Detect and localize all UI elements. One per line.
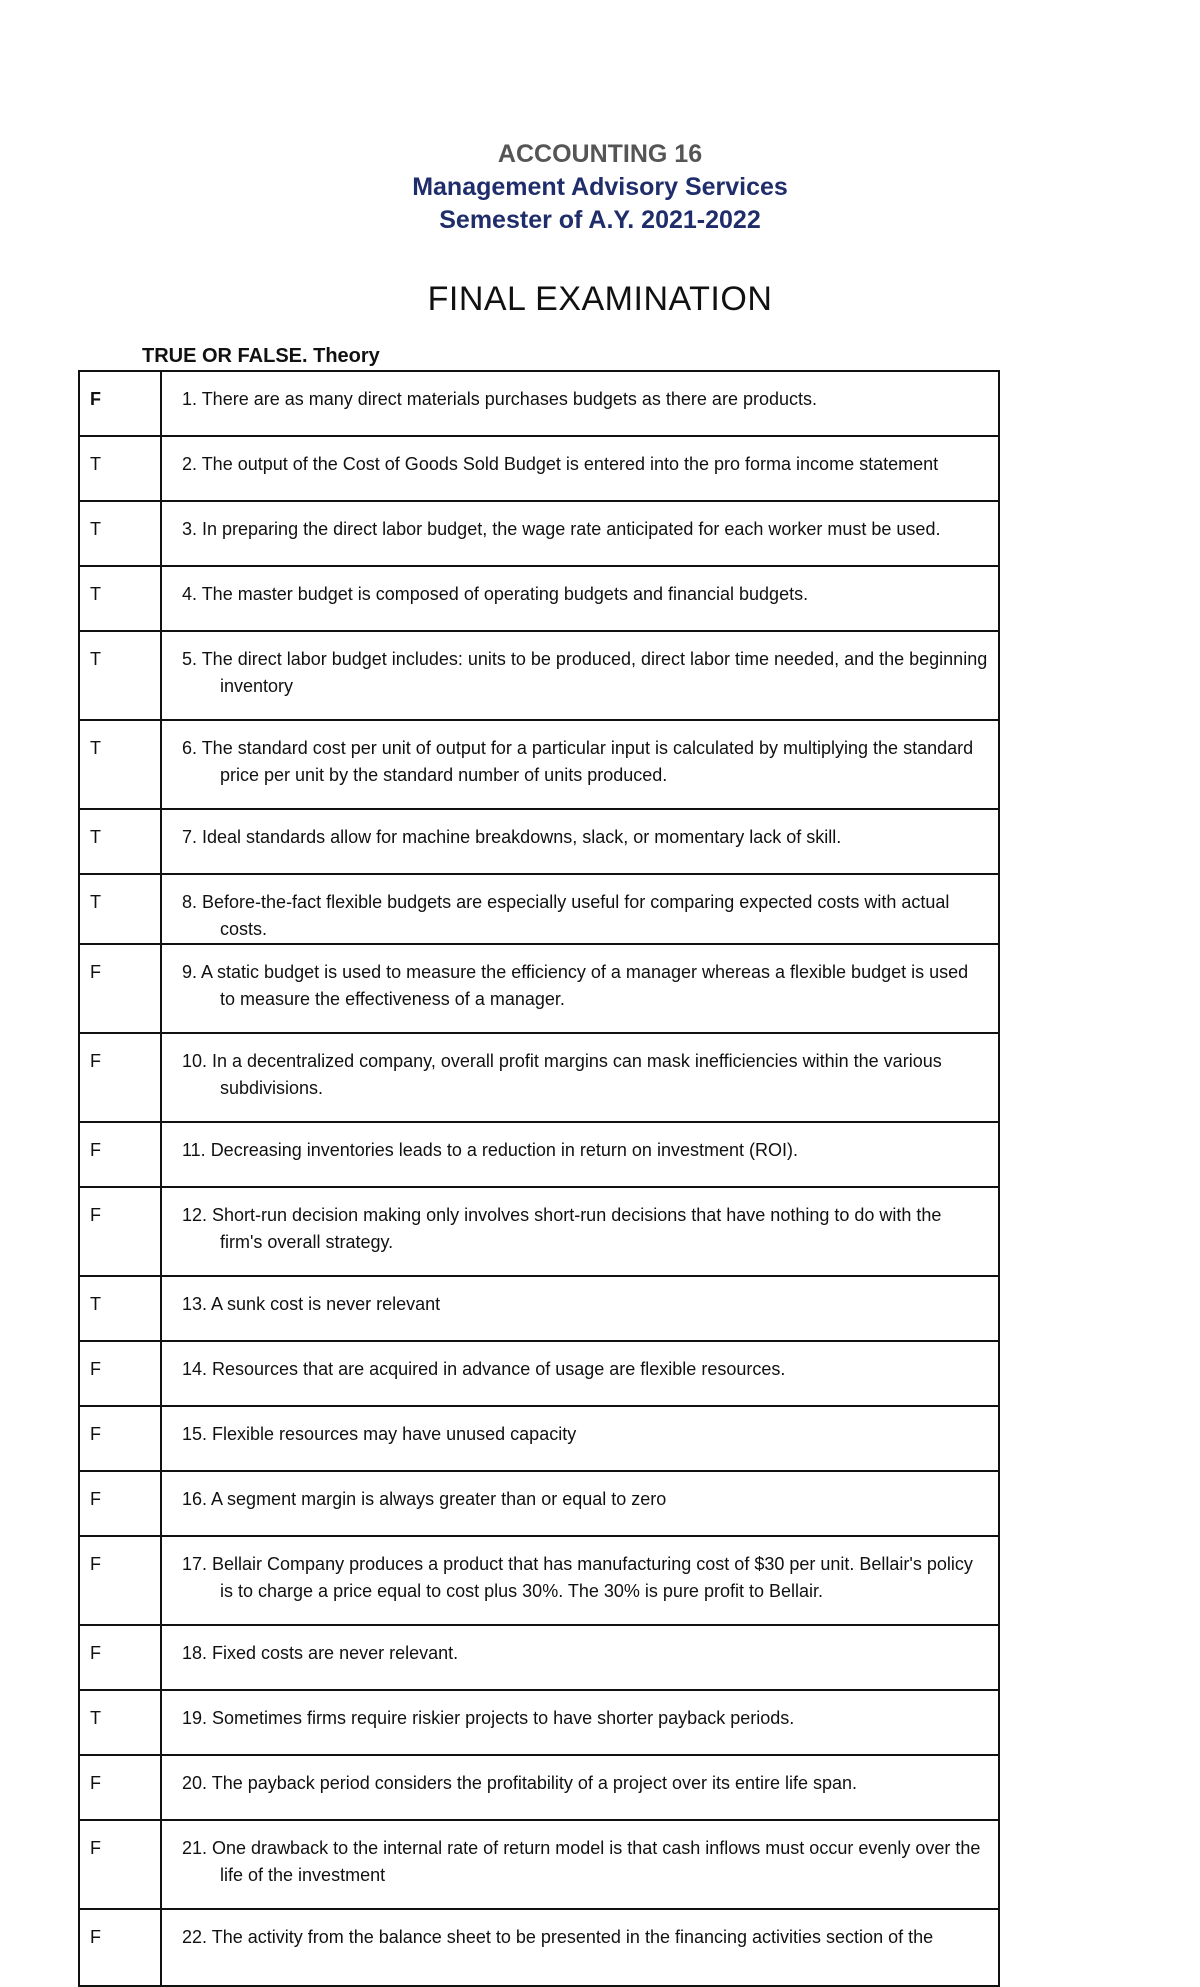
answer-cell: T (79, 874, 161, 944)
course-name: Management Advisory Services (412, 173, 788, 201)
question-cell (161, 944, 999, 1033)
question-text: 22. The activity from the balance sheet to be presented in the financing activities section of the (182, 1927, 934, 1947)
question-cell (161, 874, 999, 944)
question-text: 13. A sunk cost is never relevant (182, 1294, 441, 1314)
answer-cell: F (79, 1755, 161, 1820)
question-text: 21. One drawback to the internal rate of return model is that cash inflows must occur evenly over the life of the investment (182, 1838, 981, 1885)
question-cell (161, 1690, 999, 1755)
table-row (79, 1755, 999, 1820)
table-row (79, 944, 999, 1033)
table-row (79, 436, 999, 501)
question-cell (161, 1820, 999, 1909)
answer-cell: F (79, 1909, 161, 1986)
answer-cell: F (79, 1341, 161, 1406)
question-cell (161, 1276, 999, 1341)
answer-cell: T (79, 1276, 161, 1341)
question-text: 6. The standard cost per unit of output for a particular input is calculated by multiplying the standard price per unit by the standard number of units produced. (182, 738, 974, 785)
question-text: 19. Sometimes firms require riskier projects to have shorter payback periods. (182, 1708, 795, 1728)
question-text: 16. A segment margin is always greater than or equal to zero (182, 1489, 667, 1509)
answer-cell: T (79, 1690, 161, 1755)
table-row (79, 566, 999, 631)
answer-cell: F (79, 1471, 161, 1536)
table-row (79, 1625, 999, 1690)
table-row (79, 1406, 999, 1471)
table-row (79, 1122, 999, 1187)
table-row (79, 1187, 999, 1276)
table-row (79, 501, 999, 566)
question-cell (161, 1122, 999, 1187)
answer-cell: F (79, 1122, 161, 1187)
question-cell (161, 1187, 999, 1276)
exam-title: FINAL EXAMINATION (427, 280, 773, 318)
question-cell (161, 809, 999, 874)
question-text: 2. The output of the Cost of Goods Sold Budget is entered into the pro forma income statement (182, 454, 939, 474)
question-cell (161, 1406, 999, 1471)
question-text: 3. In preparing the direct labor budget, the wage rate anticipated for each worker must be used. (182, 519, 941, 539)
question-text: 18. Fixed costs are never relevant. (182, 1643, 459, 1663)
table-row (79, 1471, 999, 1536)
answer-cell: F (79, 1187, 161, 1276)
question-text: 5. The direct labor budget includes: units to be produced, direct labor time needed, and the beginning inventory (182, 649, 988, 696)
table-row (79, 809, 999, 874)
question-text: 20. The payback period considers the profitability of a project over its entire life span. (182, 1773, 858, 1793)
question-cell (161, 1625, 999, 1690)
question-text: 4. The master budget is composed of operating budgets and financial budgets. (182, 584, 809, 604)
answer-cell: F (79, 944, 161, 1033)
answer-cell: T (79, 501, 161, 566)
answer-cell: F (79, 1625, 161, 1690)
table-row (79, 1276, 999, 1341)
question-cell (161, 566, 999, 631)
question-text: 15. Flexible resources may have unused capacity (182, 1424, 577, 1444)
question-cell (161, 371, 999, 436)
answer-cell: T (79, 809, 161, 874)
question-text: 11. Decreasing inventories leads to a reduction in return on investment (ROI). (182, 1140, 798, 1160)
question-cell (161, 1909, 999, 1986)
question-cell (161, 720, 999, 809)
answer-cell: F (79, 1033, 161, 1122)
table-row (79, 1536, 999, 1625)
questions-table (78, 370, 1000, 1987)
table-row (79, 1909, 999, 1986)
table-row (79, 1690, 999, 1755)
table-row (79, 371, 999, 436)
answer-cell: T (79, 720, 161, 809)
semester-label: Semester of A.Y. 2021-2022 (439, 206, 761, 234)
question-cell (161, 1755, 999, 1820)
question-text: 8. Before-the-fact flexible budgets are especially useful for comparing expected costs with actual costs. (182, 892, 950, 939)
question-cell (161, 1341, 999, 1406)
question-cell (161, 1033, 999, 1122)
answer-cell: F (79, 1406, 161, 1471)
table-row (79, 1820, 999, 1909)
question-text: 7. Ideal standards allow for machine breakdowns, slack, or momentary lack of skill. (182, 827, 842, 847)
question-cell (161, 1471, 999, 1536)
question-cell (161, 501, 999, 566)
question-cell (161, 436, 999, 501)
table-row (79, 631, 999, 720)
answer-cell: F (79, 1820, 161, 1909)
question-text: 9. A static budget is used to measure the efficiency of a manager whereas a flexible budget is used to measure the effectiveness of a manager. (182, 962, 969, 1009)
course-code: ACCOUNTING 16 (497, 140, 703, 168)
answer-cell: T (79, 631, 161, 720)
section-label: TRUE OR FALSE. Theory (142, 345, 380, 367)
question-text: 10. In a decentralized company, overall profit margins can mask inefficiencies within the various subdivisions. (182, 1051, 942, 1098)
table-row (79, 874, 999, 944)
table-row (79, 1341, 999, 1406)
question-text: 14. Resources that are acquired in advance of usage are flexible resources. (182, 1359, 786, 1379)
question-cell (161, 631, 999, 720)
answer-cell: F (79, 1536, 161, 1625)
question-cell (161, 1536, 999, 1625)
question-text: 17. Bellair Company produces a product that has manufacturing cost of $30 per unit. Bellair's policy is to charge a price equal to cost plus 30%. The 30% is pure profit to Bellair. (182, 1554, 973, 1601)
question-text: 1. There are as many direct materials purchases budgets as there are products. (182, 389, 817, 409)
question-text: 12. Short-run decision making only involves short-run decisions that have nothing to do with the firm's overall strategy. (182, 1205, 942, 1252)
answer-cell: F (79, 371, 161, 436)
table-row (79, 720, 999, 809)
answer-cell: T (79, 566, 161, 631)
table-row (79, 1033, 999, 1122)
answer-cell: T (79, 436, 161, 501)
